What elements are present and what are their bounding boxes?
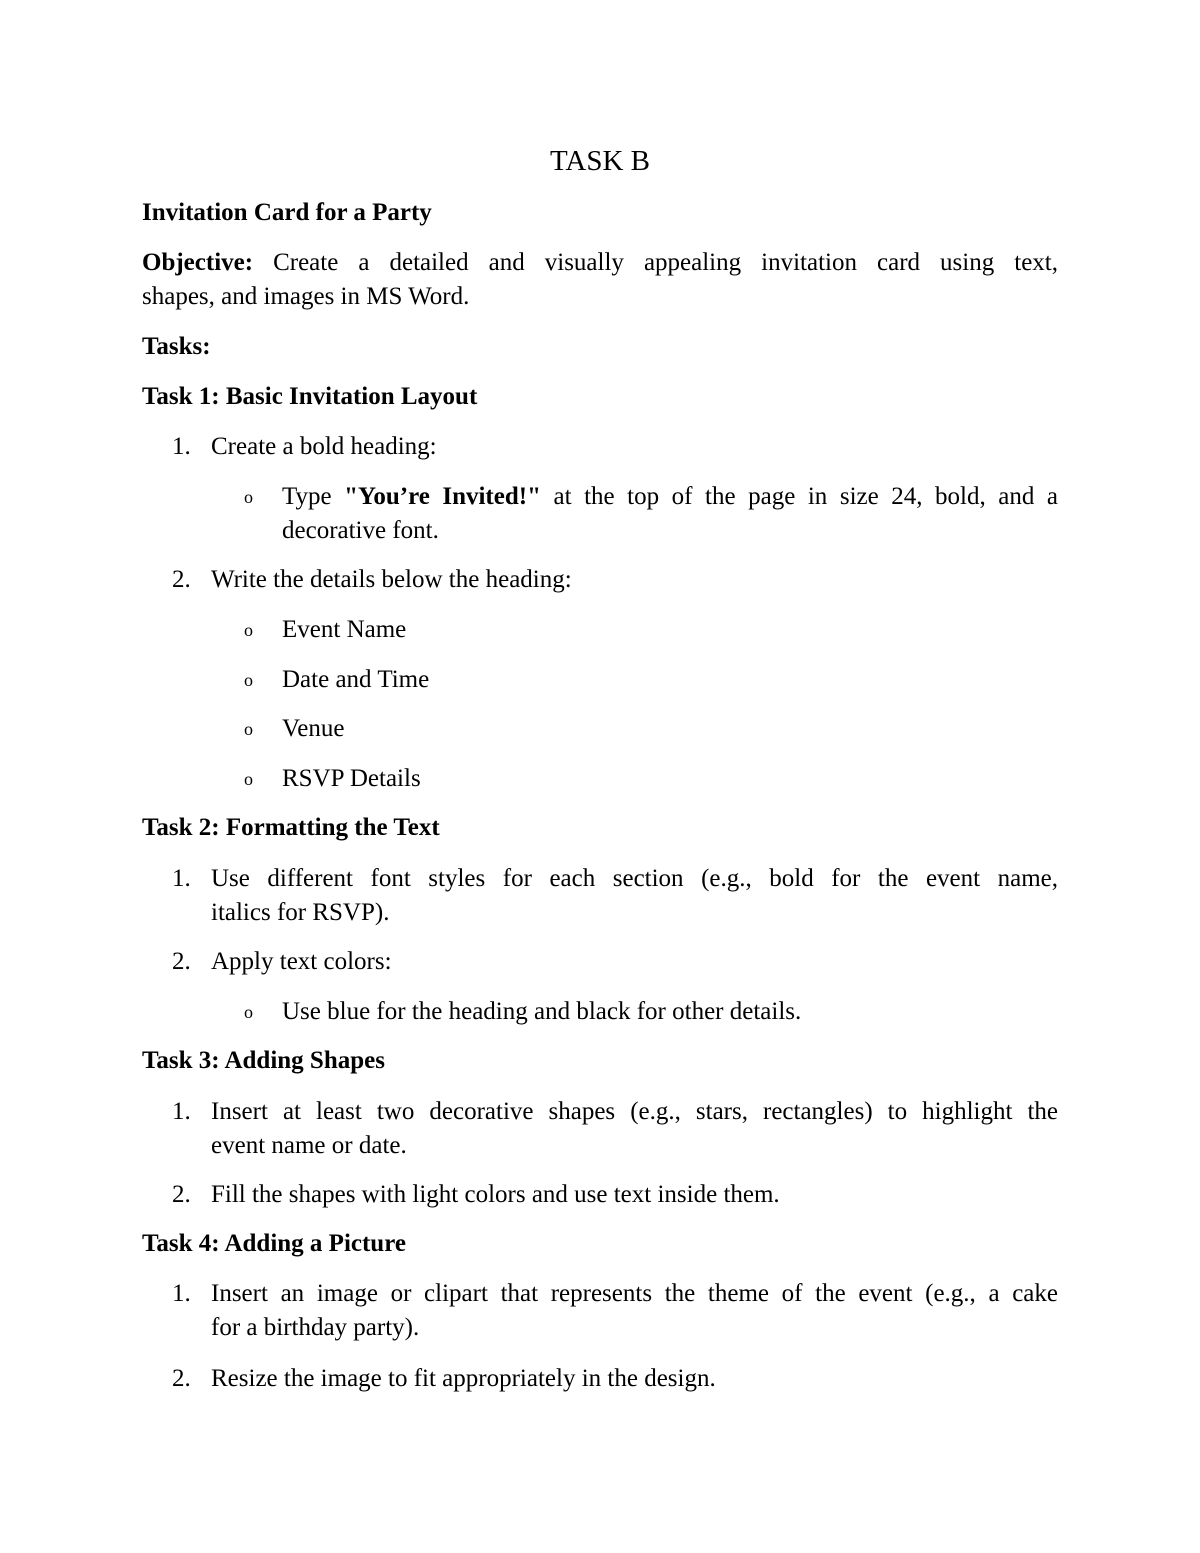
task4-heading: Task 4: Adding a Picture <box>142 1230 406 1257</box>
list-number: 2. <box>172 948 191 975</box>
list-text: event name or date. <box>211 1132 407 1159</box>
list-text: italics for RSVP). <box>211 899 390 926</box>
list-text: Apply text colors: <box>211 948 392 975</box>
bullet-icon: o <box>244 769 253 789</box>
bullet-text: Event Name <box>282 616 407 643</box>
list-number: 1. <box>172 433 191 460</box>
list-text: Write the details below the heading: <box>211 566 572 593</box>
bullet-icon: o <box>244 487 253 507</box>
objective-label: Objective: <box>142 249 254 276</box>
bullet-icon: o <box>244 620 253 640</box>
bullet-icon: o <box>244 1002 253 1022</box>
bullet-text: decorative font. <box>282 517 439 544</box>
bullet-icon: o <box>244 670 253 690</box>
list-text: for a birthday party). <box>211 1314 420 1341</box>
objective-text-1: Create a detailed and visually appealing invitation card using text, <box>253 249 1058 276</box>
page-title: TASK B <box>550 145 650 177</box>
list-text: Fill the shapes with light colors and use text inside them. <box>211 1181 780 1208</box>
list-text: Insert at least two decorative shapes (e.g., stars, rectangles) to highlight the <box>211 1098 1058 1125</box>
list-text: Create a bold heading: <box>211 433 437 460</box>
tasks-label: Tasks: <box>142 333 211 360</box>
bullet-text: RSVP Details <box>282 765 421 792</box>
bullet-text-bold: "You’re Invited!" <box>344 483 541 510</box>
list-number: 2. <box>172 566 191 593</box>
list-number: 1. <box>172 865 191 892</box>
bullet-text: Venue <box>282 715 345 742</box>
list-text: Insert an image or clipart that represents the theme of the event (e.g., a cake <box>211 1280 1058 1307</box>
list-number: 2. <box>172 1365 191 1392</box>
bullet-icon: o <box>244 719 253 739</box>
bullet-text-pre: Type <box>282 483 345 510</box>
objective-line-2: shapes, and images in MS Word. <box>142 283 470 310</box>
list-number: 1. <box>172 1098 191 1125</box>
list-text: Use different font styles for each section (e.g., bold for the event name, <box>211 865 1058 892</box>
document-heading: Invitation Card for a Party <box>142 199 432 226</box>
list-number: 1. <box>172 1280 191 1307</box>
task1-heading: Task 1: Basic Invitation Layout <box>142 383 478 410</box>
list-text: Resize the image to fit appropriately in the design. <box>211 1365 716 1392</box>
task2-heading: Task 2: Formatting the Text <box>142 814 440 841</box>
list-number: 2. <box>172 1181 191 1208</box>
bullet-text <box>282 480 1058 514</box>
bullet-text: Date and Time <box>282 666 430 693</box>
task3-heading: Task 3: Adding Shapes <box>142 1047 385 1074</box>
bullet-text-post: at the top of the page in size 24, bold, and a <box>540 483 1059 510</box>
objective-line-1 <box>142 246 1058 280</box>
bullet-text: Use blue for the heading and black for other details. <box>282 998 802 1025</box>
